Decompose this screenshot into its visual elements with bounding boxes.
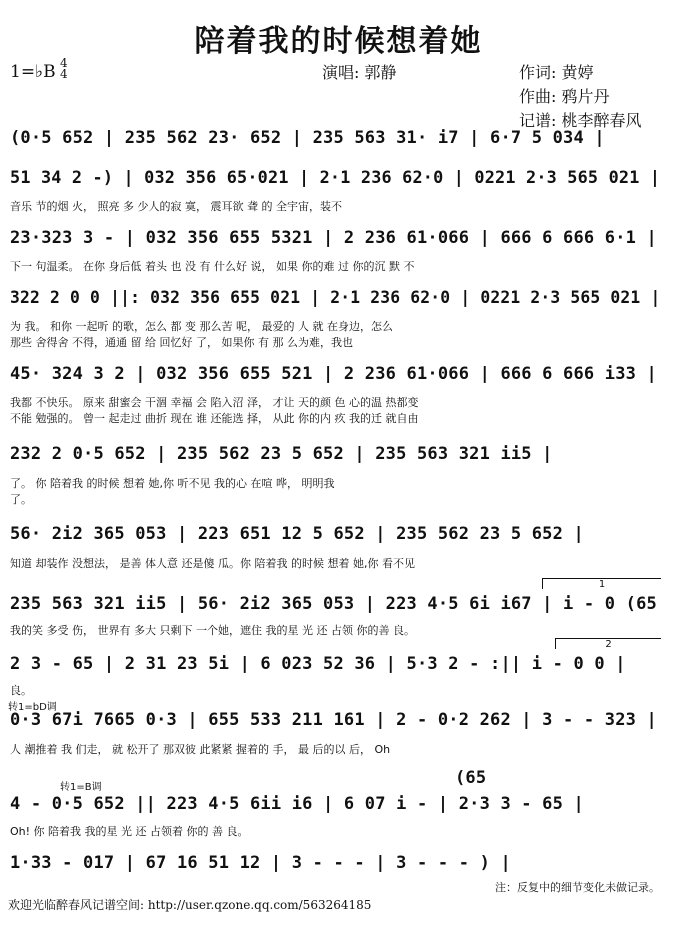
time-signature	[60, 58, 68, 80]
time-signature-bottom: 4	[60, 67, 68, 81]
modulation-1: 转1=bD调	[8, 702, 57, 713]
lyricist-credit: 作词: 黄婷	[519, 63, 594, 82]
ending-2-label: 2	[605, 639, 612, 650]
lyric-line-5a: 我都 不快乐。 原来 甜蜜会 干涸 幸福 会 陷入沼 泽， 才让 天的颜 色 心的温 热都变	[10, 396, 419, 409]
lyric-line-6a: 了。 你 陪着我 的时候 想着 她,你 听不见 我的心 在喧 哗， 明明我	[10, 477, 335, 490]
notation-line-4: 322 2 0 0 ||: 032 356 655 021 | 2·1 236 62·0 | 0221 2·3 565 021 |	[10, 288, 661, 308]
singer-credit: 演唱: 郭静	[322, 63, 397, 82]
lyric-line-10: 人 潮推着 我 们走， 就 松开了 那双彼 此紧紧 握着的 手， 最 后的以 后， Oh	[10, 743, 391, 756]
lyric-line-11: Oh! 你 陪着我 我的星 光 还 占领着 你的 善 良。	[10, 825, 249, 838]
time-signature-top: 4	[60, 56, 68, 70]
notation-line-9: 2 3 - 65 | 2 31 23 5i | 6 023 52 36 | 5·3 2 - :|| i - 0 0 |	[10, 654, 626, 674]
notation-line-11: 4 - 0·5 652 || 223 4·5 6ii i6 | 6 07 i - | 2·3 3 - 65 |	[10, 794, 584, 814]
lyric-line-9: 良。	[10, 684, 32, 697]
footnote: 注：反复中的细节变化未做记录。	[495, 881, 660, 894]
footer-link[interactable]: 欢迎光临醉春风记谱空间: http://user.qzone.qq.com/563264185	[8, 898, 372, 912]
key-signature: 1=♭B	[10, 62, 56, 82]
intro-notes: (65	[455, 768, 487, 788]
lyric-line-4a: 为 我。 和你 一起听 的歌，怎么 都 变 那么苦 呢， 最爱的 人 就 在身边，怎么	[10, 320, 393, 333]
lyric-line-4b: 那些 舍得舍 不得，通通 留 给 回忆好 了， 如果你 有 那 么为难，我也	[10, 336, 353, 349]
song-title: 陪着我的时候想着她	[194, 24, 483, 59]
notation-line-8: 235 563 321 ii5 | 56· 2i2 365 053 | 223 4·5 6i i67 | i - 0 (65	[10, 594, 657, 614]
lyric-line-7: 知道 却装作 没想法， 是善 体人意 还是傻 瓜。你 陪着我 的时候 想着 她,你 看不见	[10, 557, 415, 570]
lyric-line-6b: 了。	[10, 493, 32, 506]
notation-line-10: 0·3 67i 7665 0·3 | 655 533 211 161 | 2 - 0·2 262 | 3 - - 323 |	[10, 710, 657, 730]
notation-line-3: 23·323 3 - | 032 356 655 5321 | 2 236 61·066 | 666 6 666 6·1 |	[10, 228, 657, 248]
notation-line-6: 232 2 0·5 652 | 235 562 23 5 652 | 235 563 321 ii5 |	[10, 444, 553, 464]
lyric-line-5b: 不能 勉强的。 曾一 起走过 曲折 现在 谁 还能选 择， 从此 你的内 疚 我的迁 就自由	[10, 412, 419, 425]
composer-credit: 作曲: 鸦片丹	[519, 87, 610, 106]
lyric-line-3: 下一 句温柔。 在你 身后低 着头 也 没 有 什么好 说， 如果 你的难 过 你的沉 默 不	[10, 260, 415, 273]
lyric-line-2: 音乐 节的烟 火， 照亮 多 少人的寂 寞， 震耳欲 聋 的 全宇宙，装不	[10, 200, 342, 213]
ending-2-bracket	[555, 638, 661, 649]
notation-line-12: 1·33 - 017 | 67 16 51 12 | 3 - - - | 3 - - - ) |	[10, 853, 511, 873]
transcriber-credit: 记谱: 桃李醉春风	[519, 111, 642, 130]
notation-line-7: 56· 2i2 365 053 | 223 651 12 5 652 | 235 562 23 5 652 |	[10, 524, 584, 544]
ending-1-label: 1	[598, 579, 606, 590]
lyric-line-8: 我的笑 多受 伤， 世界有 多大 只剩下 一个她，遮住 我的星 光 还 占领 你的善 良。	[10, 624, 415, 637]
notation-line-1: (0·5 652 | 235 562 23· 652 | 235 563 31· i7 | 6·7 5 034 |	[10, 128, 605, 148]
notation-line-5: 45· 324 3 2 | 032 356 655 521 | 2 236 61·066 | 666 6 666 i33 |	[10, 364, 657, 384]
notation-line-2: 51 34 2 -) | 032 356 65·021 | 2·1 236 62·0 | 0221 2·3 565 021 |	[10, 168, 661, 188]
modulation-2: 转1=B调	[60, 782, 102, 793]
ending-1-bracket	[542, 578, 661, 589]
